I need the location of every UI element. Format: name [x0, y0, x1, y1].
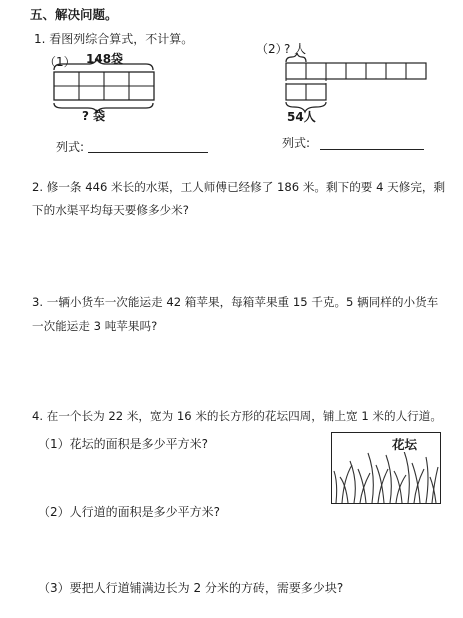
- q4-sub-3: （3）要把人行道铺满边长为 2 分米的方砖，需要多少块?: [38, 581, 344, 595]
- q2-line-1: 2. 修一条 446 米长的水渠，工人师傅已经修了 186 米。剩下的要 4 天修完，剩: [32, 180, 446, 194]
- q4-sub-2: （2）人行道的面积是多少平方米?: [38, 505, 221, 519]
- grass-drawing: [332, 433, 440, 503]
- fig1-top-text: 148袋: [86, 52, 124, 66]
- fig1-label: （1）: [44, 55, 76, 69]
- formula-label-2: 列式:: [282, 136, 311, 150]
- q4-line-1: 4. 在一个长为 22 米，宽为 16 米的长方形的花坛四周，铺上宽 1 米的人行道。: [32, 409, 442, 423]
- garden-picture: [331, 432, 441, 504]
- fig2-label: （2）: [256, 42, 288, 56]
- formula-answer-line-2[interactable]: [320, 149, 424, 150]
- section-title: 五、解决问题。: [30, 7, 118, 22]
- q3-line-2: 一次能运走 3 吨苹果吗?: [32, 319, 158, 333]
- garden-label: 花坛: [392, 437, 418, 452]
- q3-line-1: 3. 一辆小货车一次能运走 42 箱苹果，每箱苹果重 15 千克。5 辆同样的小货车: [32, 295, 439, 309]
- fig2-top-text: ? 人: [284, 42, 307, 56]
- q4-sub-1: （1）花坛的面积是多少平方米?: [38, 437, 209, 451]
- formula-answer-line-1[interactable]: [88, 152, 208, 153]
- q2-line-2: 下的水渠平均每天要修多少米?: [32, 203, 189, 217]
- fig1-bottom-text: ? 袋: [82, 109, 106, 123]
- q1-prompt: 1. 看图列综合算式，不计算。: [34, 32, 194, 46]
- formula-label-1: 列式:: [56, 140, 85, 154]
- fig2-bottom-text: 54人: [287, 110, 316, 124]
